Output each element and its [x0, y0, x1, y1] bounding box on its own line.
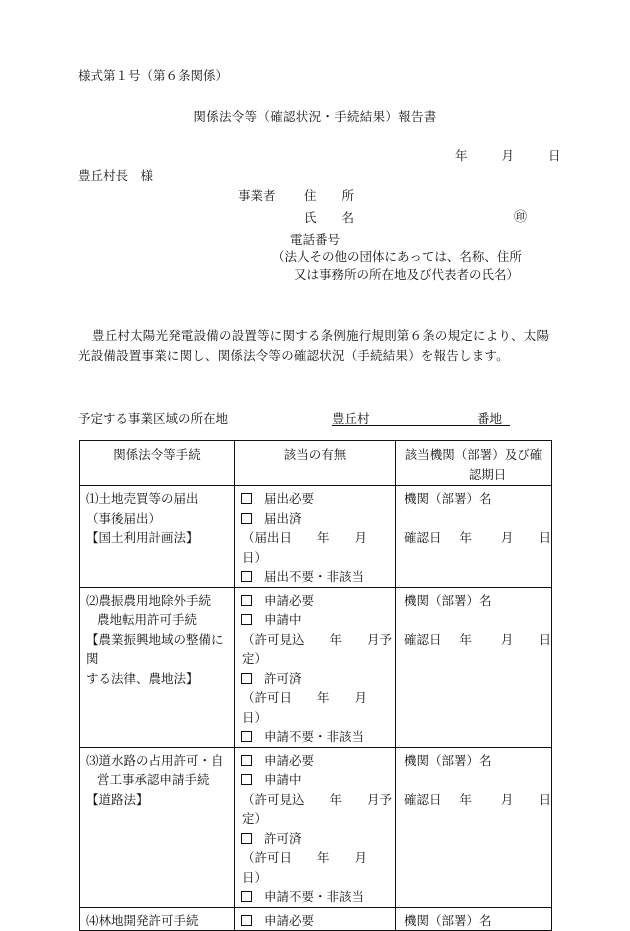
- date-sub-line: （届出日 年 月 日）: [242, 530, 393, 565]
- agency-label: 機関（部署）名: [404, 912, 492, 928]
- checkbox[interactable]: [241, 673, 252, 684]
- confirm-day: 日: [538, 530, 551, 545]
- confirm-month: 月: [500, 530, 514, 545]
- option-label: 申請必要: [264, 752, 315, 768]
- procedure-cell: [80, 747, 235, 907]
- location-banchi: 番地: [476, 411, 502, 426]
- header-applicable: 該当の有無: [235, 441, 396, 486]
- applicable-cell: [235, 486, 396, 588]
- option-label: 申請必要: [264, 592, 315, 608]
- header-procedure: 関係法令等手続: [80, 441, 235, 486]
- confirm-date-line: [404, 790, 551, 810]
- confirm-date-line: [404, 630, 551, 650]
- procedure-line: 農地転用許可手続: [97, 612, 198, 627]
- location-label: 予定する事業区域の所在地: [78, 411, 229, 426]
- checkbox[interactable]: [241, 755, 252, 766]
- table-header-row: [80, 441, 552, 486]
- procedure-line: ⑵農振農用地除外手続: [86, 592, 212, 608]
- procedure-line: 【農業振興地域の整備に関: [86, 631, 224, 666]
- body-paragraph: 豊丘村太陽光発電設備の設置等に関する条例施行規則第６条の規定により、太陽光設備設置事業に関し、関係法令等の確認状況（手続結果）を報告します。: [78, 328, 550, 363]
- header-agency: [396, 441, 552, 486]
- date-year-label: 年: [455, 148, 468, 163]
- procedure-line: ⑶道水路の占用許可・自: [86, 752, 224, 768]
- agency-cell: [396, 907, 552, 931]
- applicant-note-line2: 又は事務所の所在地及び代表者の氏名）: [294, 267, 520, 282]
- confirm-label: 確認日: [404, 530, 442, 545]
- option-label: 申請中: [264, 772, 302, 787]
- procedure-line: 【道路法】: [86, 791, 149, 807]
- procedure-cell: [80, 486, 235, 588]
- option-label: 届出必要: [264, 491, 315, 506]
- header-agency-line1: 該当機関（部署）及び確: [404, 447, 543, 462]
- addressee: 豊丘村長 様: [78, 168, 154, 183]
- checkbox[interactable]: [241, 614, 252, 625]
- date-sub-line: （許可見込 年 月予定）: [242, 631, 393, 666]
- procedure-line: 【国土利用計画法】: [86, 530, 199, 545]
- applicable-cell: [235, 747, 396, 907]
- agency-cell: [396, 486, 552, 588]
- option-label: 申請不要・非該当: [264, 729, 365, 744]
- confirm-day: 日: [538, 791, 551, 807]
- date-day-label: 日: [548, 148, 561, 163]
- option-label: 申請必要: [264, 912, 315, 928]
- checkbox[interactable]: [241, 731, 252, 742]
- date-month-label: 月: [501, 148, 515, 163]
- agency-cell: [396, 587, 552, 747]
- procedure-line: ⑷林地開発許可手続: [86, 912, 199, 928]
- name-label: 氏 名: [304, 210, 355, 225]
- checkbox[interactable]: [241, 774, 252, 785]
- confirm-date-line: [404, 528, 551, 548]
- form-number: 様式第１号（第６条関係）: [78, 68, 229, 83]
- checkbox[interactable]: [241, 915, 252, 926]
- address-label: 住 所: [304, 188, 355, 203]
- checkbox[interactable]: [241, 833, 252, 844]
- confirm-day: 日: [538, 631, 551, 647]
- agency-label: 機関（部署）名: [404, 752, 492, 768]
- procedure-line: （事後届出）: [86, 510, 162, 526]
- table-row: [80, 907, 552, 931]
- table-row: [80, 747, 552, 907]
- procedure-line: ⑴土地売買等の届出: [86, 491, 199, 506]
- procedure-line: する法律、農地法】: [86, 670, 199, 686]
- applicable-cell: [235, 907, 396, 931]
- option-label: 届出済: [264, 510, 302, 526]
- applicable-cell: [235, 587, 396, 747]
- confirm-month: 月: [500, 631, 514, 647]
- date-sub-line: （許可日 年 月 日）: [242, 690, 393, 725]
- confirm-label: 確認日: [404, 631, 442, 647]
- checkbox[interactable]: [241, 493, 252, 504]
- option-label: 許可済: [264, 670, 302, 686]
- confirm-label: 確認日: [404, 791, 442, 807]
- date-sub-line: （許可見込 年 月予定）: [242, 791, 393, 826]
- phone-label: 電話番号: [290, 232, 341, 247]
- procedure-cell: [80, 587, 235, 747]
- seal-mark: ㊞: [514, 210, 528, 225]
- option-label: 許可済: [264, 830, 302, 846]
- applicant-note-line1: （法人その他の団体にあっては、名称、住所: [272, 249, 522, 264]
- table-row: [80, 587, 552, 747]
- table-row: [80, 486, 552, 588]
- location-value-field: [332, 409, 510, 426]
- business-label: 事業者: [238, 188, 276, 203]
- agency-cell: [396, 747, 552, 907]
- procedure-cell: [80, 907, 235, 931]
- agency-label: 機関（部署）名: [404, 592, 492, 608]
- location-village: 豊丘村: [332, 411, 370, 426]
- confirm-year: 年: [459, 631, 472, 647]
- option-label: 届出不要・非該当: [264, 569, 365, 584]
- checkbox[interactable]: [241, 891, 252, 902]
- option-label: 申請中: [264, 612, 302, 627]
- checkbox[interactable]: [241, 571, 252, 582]
- checkbox[interactable]: [241, 595, 252, 606]
- confirm-month: 月: [500, 791, 514, 807]
- procedure-line: 営工事承認申請手続: [97, 772, 210, 787]
- date-line: [455, 146, 561, 164]
- option-label: 申請不要・非該当: [264, 889, 365, 904]
- document-title: 関係法令等（確認状況・手続結果）報告書: [193, 109, 437, 124]
- confirm-year: 年: [459, 530, 472, 545]
- header-agency-line2: 認期日: [468, 466, 507, 482]
- confirm-year: 年: [459, 791, 472, 807]
- agency-label: 機関（部署）名: [404, 491, 492, 506]
- checkbox[interactable]: [241, 513, 252, 524]
- procedures-table: [79, 440, 552, 931]
- date-sub-line: （許可日 年 月 日）: [242, 850, 393, 885]
